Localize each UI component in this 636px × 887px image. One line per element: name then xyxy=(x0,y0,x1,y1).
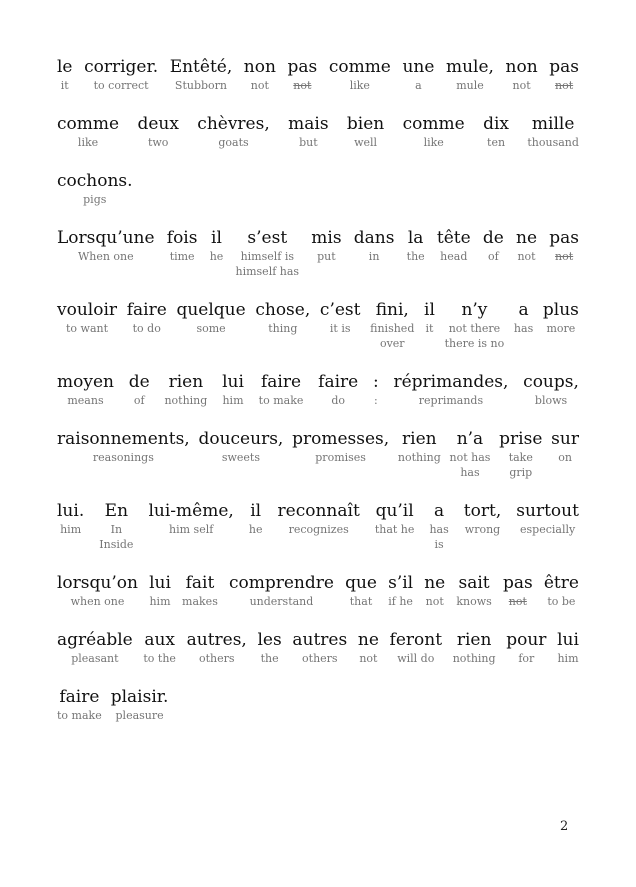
interlinear-word xyxy=(424,572,445,609)
source-word: dix xyxy=(483,114,509,134)
source-word: dans xyxy=(353,228,395,248)
interlinear-word xyxy=(197,113,269,150)
gloss-text: on xyxy=(558,451,572,464)
gloss-text: in xyxy=(368,250,380,263)
gloss-text: but xyxy=(299,136,318,149)
source-word: mule, xyxy=(445,57,494,77)
gloss-text: himself has xyxy=(235,265,300,278)
interlinear-word xyxy=(182,572,218,609)
gloss-text: blows xyxy=(534,394,568,407)
gloss-text: there is no xyxy=(444,337,505,350)
source-word: pas xyxy=(549,228,579,248)
interlinear-word xyxy=(111,686,169,723)
interlinear-line xyxy=(57,227,579,279)
source-word: ne xyxy=(424,573,446,593)
source-word: plaisir. xyxy=(110,687,169,707)
interlinear-word xyxy=(407,227,425,264)
interlinear-word xyxy=(437,227,471,264)
gloss-text: to do xyxy=(132,322,161,335)
gloss-text: especially xyxy=(520,523,576,536)
gloss-text: not xyxy=(250,79,269,92)
gloss-text: it is xyxy=(329,322,351,335)
interlinear-line xyxy=(57,371,579,408)
gloss-text: Stubborn xyxy=(174,79,227,92)
source-word: s’il xyxy=(388,573,414,593)
gloss-text: the xyxy=(260,652,279,665)
gloss-text: him xyxy=(557,652,579,665)
interlinear-word xyxy=(516,500,579,537)
source-word: une xyxy=(402,57,435,77)
gloss-text: some xyxy=(196,322,226,335)
gloss-text: himself is xyxy=(240,250,294,263)
source-word: rien xyxy=(456,630,492,650)
source-word: il xyxy=(250,501,262,521)
interlinear-word xyxy=(311,227,341,264)
gloss-text: to want xyxy=(66,322,109,335)
interlinear-word xyxy=(557,629,579,666)
gloss-text: him xyxy=(222,394,244,407)
source-word: aux xyxy=(144,630,175,650)
gloss-text: pleasure xyxy=(115,709,164,722)
gloss-text: means xyxy=(67,394,104,407)
interlinear-word xyxy=(373,371,379,408)
interlinear-word xyxy=(453,629,496,666)
interlinear-word xyxy=(429,500,448,552)
source-word: faire xyxy=(318,372,359,392)
interlinear-word xyxy=(347,113,384,150)
source-word: lui. xyxy=(57,501,85,521)
gloss-text: nothing xyxy=(397,451,441,464)
interlinear-word xyxy=(57,500,84,537)
gloss-text: wrong xyxy=(464,523,501,536)
source-word: mille xyxy=(531,114,575,134)
interlinear-word xyxy=(292,629,347,666)
interlinear-line xyxy=(57,500,579,552)
source-word: plus xyxy=(542,300,579,320)
source-word: promesses, xyxy=(292,429,390,449)
source-word: pas xyxy=(287,57,318,77)
gloss-text: makes xyxy=(182,595,218,608)
interlinear-word xyxy=(99,500,133,552)
source-word: ne xyxy=(516,228,538,248)
interlinear-word xyxy=(57,686,102,723)
gloss-text: When one xyxy=(77,250,134,263)
gloss-text: nothing xyxy=(164,394,208,407)
source-word: n’y xyxy=(461,300,488,320)
interlinear-word xyxy=(255,299,310,336)
gloss-text: In xyxy=(110,523,123,536)
gloss-text: if he xyxy=(388,595,413,608)
gloss-text: the xyxy=(406,250,425,263)
interlinear-word xyxy=(398,428,441,465)
gloss-text: not xyxy=(517,250,536,263)
interlinear-word xyxy=(370,299,414,351)
interlinear-word xyxy=(527,113,579,150)
gloss-text: mule xyxy=(456,79,484,92)
interlinear-word xyxy=(137,113,178,150)
interlinear-word xyxy=(456,572,491,609)
interlinear-word xyxy=(149,572,171,609)
gloss-text: reprimands xyxy=(418,394,484,407)
source-word: lorsqu’on xyxy=(57,573,138,593)
interlinear-word xyxy=(549,227,579,264)
source-word: Lorsqu’une xyxy=(57,228,155,248)
gloss-text: of xyxy=(488,250,499,263)
source-word: faire xyxy=(261,372,302,392)
interlinear-word xyxy=(222,371,244,408)
source-word: : xyxy=(372,372,379,392)
gloss-text: take xyxy=(508,451,533,464)
interlinear-word xyxy=(320,299,361,336)
interlinear-word xyxy=(148,500,233,537)
gloss-text: finished xyxy=(370,322,415,335)
interlinear-word xyxy=(84,56,158,93)
interlinear-word xyxy=(403,113,465,150)
source-word: de xyxy=(128,372,150,392)
interlinear-word xyxy=(506,629,546,666)
interlinear-word xyxy=(57,299,117,336)
interlinear-word xyxy=(57,113,119,150)
interlinear-line xyxy=(57,686,579,723)
interlinear-word xyxy=(57,227,155,264)
gloss-text: it xyxy=(60,79,69,92)
interlinear-word xyxy=(210,227,224,264)
page-number: 2 xyxy=(560,819,569,834)
interlinear-word xyxy=(244,56,276,93)
source-word: comprendre xyxy=(228,573,334,593)
source-word: lui-même, xyxy=(148,501,234,521)
gloss-text: sweets xyxy=(221,451,260,464)
source-word: comme xyxy=(402,114,465,134)
gloss-text: others xyxy=(198,652,235,665)
gloss-text: him xyxy=(149,595,171,608)
source-word: mis xyxy=(311,228,342,248)
source-word: pas xyxy=(502,573,533,593)
source-word: que xyxy=(345,573,377,593)
gloss-text: to be xyxy=(547,595,576,608)
source-word: qu’il xyxy=(375,501,414,521)
source-word: reconnaît xyxy=(277,501,360,521)
source-word: chèvres, xyxy=(197,114,270,134)
interlinear-word xyxy=(57,572,138,609)
source-word: non xyxy=(243,57,276,77)
gloss-text: not xyxy=(293,79,312,92)
gloss-text: like xyxy=(349,79,370,92)
source-word: il xyxy=(424,300,435,320)
paragraph xyxy=(57,56,579,207)
interlinear-line xyxy=(57,629,579,666)
paragraph xyxy=(57,227,579,723)
source-word: prise xyxy=(499,429,543,449)
gloss-text: has xyxy=(429,523,449,536)
interlinear-line xyxy=(57,113,579,150)
gloss-text: two xyxy=(147,136,169,149)
source-word: vouloir xyxy=(57,300,118,320)
gloss-text: grip xyxy=(509,466,533,479)
interlinear-word xyxy=(57,428,190,465)
source-word: lui xyxy=(557,630,579,650)
source-word: il xyxy=(211,228,222,248)
source-word: sait xyxy=(458,573,490,593)
gloss-text: well xyxy=(354,136,378,149)
interlinear-word xyxy=(446,56,494,93)
gloss-text: when one xyxy=(70,595,125,608)
source-word: tort, xyxy=(463,501,502,521)
source-word: pas xyxy=(549,57,579,77)
source-word: surtout xyxy=(516,501,579,521)
interlinear-word xyxy=(551,428,579,465)
interlinear-word xyxy=(229,572,334,609)
gloss-text: has xyxy=(513,322,534,335)
interlinear-word xyxy=(167,227,198,264)
interlinear-word xyxy=(483,113,509,150)
gloss-text: not xyxy=(508,595,527,608)
gloss-text: it xyxy=(425,322,434,335)
gloss-text: : xyxy=(373,394,378,407)
source-word: les xyxy=(257,630,282,650)
source-word: non xyxy=(505,57,538,77)
interlinear-word xyxy=(549,56,579,93)
source-word: a xyxy=(518,300,529,320)
source-word: être xyxy=(543,573,579,593)
interlinear-word xyxy=(318,371,358,408)
source-word: la xyxy=(407,228,424,248)
gloss-text: do xyxy=(331,394,346,407)
gloss-text: him self xyxy=(169,523,214,536)
gloss-text: to make xyxy=(258,394,304,407)
interlinear-line xyxy=(57,428,579,480)
interlinear-word xyxy=(258,629,282,666)
interlinear-word xyxy=(375,500,415,537)
source-word: feront xyxy=(389,630,443,650)
gloss-text: others xyxy=(302,652,338,665)
gloss-text: pleasant xyxy=(71,652,119,665)
source-word: Entêté, xyxy=(169,57,233,77)
interlinear-word xyxy=(445,299,505,351)
source-word: mais xyxy=(288,114,329,134)
gloss-text: he xyxy=(248,523,263,536)
gloss-text: to make xyxy=(57,709,102,722)
source-word: agréable xyxy=(57,630,133,650)
source-word: fois xyxy=(166,228,198,248)
interlinear-word xyxy=(57,629,133,666)
source-word: lui xyxy=(149,573,171,593)
interlinear-line xyxy=(57,170,579,207)
gloss-text: not xyxy=(512,79,531,92)
source-word: En xyxy=(104,501,129,521)
gloss-text: pigs xyxy=(83,193,107,206)
source-word: de xyxy=(482,228,504,248)
interlinear-word xyxy=(543,299,579,336)
interlinear-word xyxy=(523,371,579,408)
interlinear-word xyxy=(503,572,533,609)
gloss-text: is xyxy=(434,538,444,551)
interlinear-word xyxy=(198,428,283,465)
interlinear-word xyxy=(278,500,360,537)
gloss-text: to correct xyxy=(93,79,149,92)
gloss-text: like xyxy=(77,136,99,149)
gloss-text: not xyxy=(555,79,574,92)
interlinear-word xyxy=(483,227,504,264)
gloss-text: like xyxy=(423,136,444,149)
gloss-text: nothing xyxy=(452,652,496,665)
source-word: bien xyxy=(346,114,385,134)
source-word: raisonnements, xyxy=(57,429,190,449)
interlinear-word xyxy=(506,56,538,93)
source-word: pour xyxy=(506,630,547,650)
interlinear-line xyxy=(57,572,579,609)
source-word: comme xyxy=(57,114,120,134)
interlinear-word xyxy=(329,56,391,93)
interlinear-word xyxy=(288,113,328,150)
gloss-text: thing xyxy=(268,322,298,335)
source-word: moyen xyxy=(57,372,114,392)
source-word: autres xyxy=(292,630,348,650)
interlinear-word xyxy=(354,227,395,264)
source-word: c’est xyxy=(319,300,361,320)
gloss-text: promises xyxy=(315,451,366,464)
interlinear-line xyxy=(57,56,579,93)
gloss-text: that xyxy=(349,595,373,608)
interlinear-word xyxy=(170,56,233,93)
interlinear-word xyxy=(187,629,247,666)
source-word: corriger. xyxy=(84,57,159,77)
gloss-text: of xyxy=(133,394,145,407)
interlinear-word xyxy=(127,299,167,336)
interlinear-word xyxy=(143,629,176,666)
gloss-text: has xyxy=(460,466,480,479)
interlinear-word xyxy=(176,299,245,336)
interlinear-word xyxy=(424,299,435,336)
source-word: fait xyxy=(185,573,215,593)
source-word: autres, xyxy=(186,630,247,650)
gloss-text: head xyxy=(440,250,468,263)
interlinear-word xyxy=(57,170,133,207)
gloss-text: understand xyxy=(249,595,314,608)
gloss-text: thousand xyxy=(527,136,579,149)
source-word: fini, xyxy=(375,300,409,320)
source-word: chose, xyxy=(255,300,311,320)
gloss-text: ten xyxy=(487,136,506,149)
source-word: le xyxy=(57,57,73,77)
interlinear-word xyxy=(259,371,304,408)
source-word: rien xyxy=(168,372,204,392)
gloss-text: knows xyxy=(456,595,492,608)
gloss-text: him xyxy=(60,523,82,536)
interlinear-word xyxy=(236,227,300,279)
document-body xyxy=(57,56,579,743)
gloss-text: that he xyxy=(374,523,415,536)
interlinear-word xyxy=(464,500,501,537)
source-word: ne xyxy=(357,630,379,650)
source-word: coups, xyxy=(523,372,579,392)
gloss-text: he xyxy=(209,250,224,263)
source-word: faire xyxy=(59,687,100,707)
gloss-text: recognizes xyxy=(288,523,349,536)
source-word: douceurs, xyxy=(198,429,284,449)
interlinear-line xyxy=(57,299,579,351)
source-word: a xyxy=(434,501,445,521)
interlinear-word xyxy=(393,371,508,408)
source-word: cochons. xyxy=(57,171,133,191)
gloss-text: Inside xyxy=(99,538,134,551)
gloss-text: a xyxy=(415,79,422,92)
source-word: réprimandes, xyxy=(393,372,509,392)
source-word: s’est xyxy=(247,228,288,248)
interlinear-word xyxy=(516,227,537,264)
source-word: faire xyxy=(126,300,167,320)
source-word: rien xyxy=(402,429,437,449)
interlinear-word xyxy=(390,629,443,666)
gloss-text: not xyxy=(555,250,574,263)
interlinear-word xyxy=(358,629,379,666)
interlinear-word xyxy=(249,500,263,537)
gloss-text: for xyxy=(518,652,535,665)
interlinear-word xyxy=(345,572,377,609)
interlinear-word xyxy=(57,56,73,93)
gloss-text: not has xyxy=(449,451,491,464)
source-word: sur xyxy=(551,429,579,449)
interlinear-word xyxy=(164,371,207,408)
source-word: quelque xyxy=(176,300,246,320)
interlinear-word xyxy=(292,428,389,465)
interlinear-word xyxy=(402,56,434,93)
gloss-text: more xyxy=(546,322,576,335)
gloss-text: put xyxy=(317,250,336,263)
gloss-text: not there xyxy=(448,322,501,335)
interlinear-word xyxy=(544,572,579,609)
gloss-text: reasonings xyxy=(92,451,154,464)
interlinear-word xyxy=(129,371,150,408)
interlinear-word xyxy=(57,371,114,408)
gloss-text: not xyxy=(425,595,444,608)
gloss-text: not xyxy=(359,652,378,665)
interlinear-word xyxy=(288,56,318,93)
interlinear-word xyxy=(499,428,542,480)
gloss-text: to the xyxy=(143,652,176,665)
source-word: tête xyxy=(436,228,471,248)
source-word: comme xyxy=(328,57,391,77)
gloss-text: over xyxy=(379,337,405,350)
source-word: n’a xyxy=(456,429,484,449)
source-word: lui xyxy=(222,372,244,392)
gloss-text: will do xyxy=(397,652,435,665)
gloss-text: time xyxy=(169,250,195,263)
interlinear-word xyxy=(388,572,413,609)
gloss-text: goats xyxy=(218,136,249,149)
interlinear-word xyxy=(450,428,491,480)
source-word: deux xyxy=(137,114,179,134)
interlinear-word xyxy=(514,299,533,336)
